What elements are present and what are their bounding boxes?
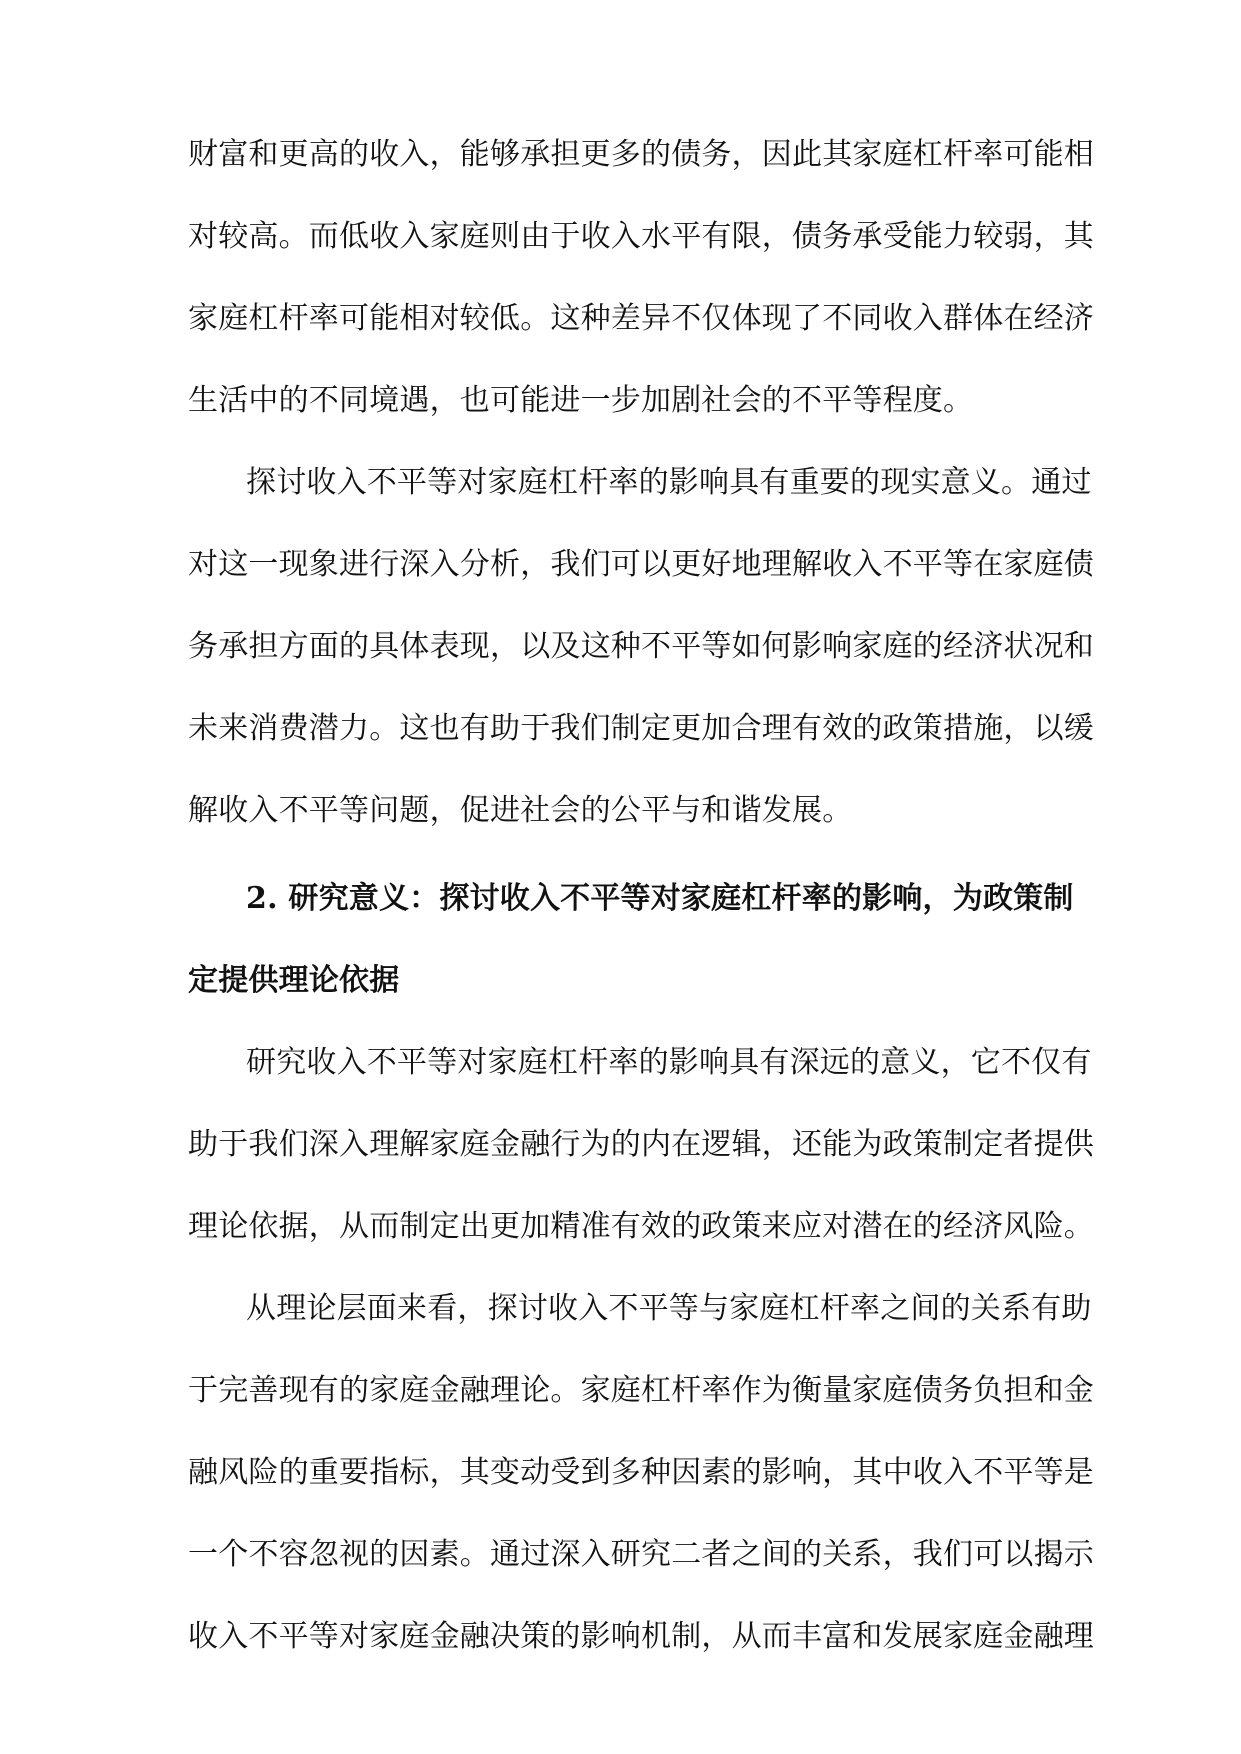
text-line: 一个不容忽视的因素。通过深入研究二者之间的关系，我们可以揭示 (188, 1537, 1094, 1572)
text-line: 生活中的不同境遇，也可能进一步加剧社会的不平等程度。 (188, 383, 974, 418)
text-line: 助于我们深入理解家庭金融行为的内在逻辑，还能为政策制定者提供 (188, 1127, 1094, 1162)
text-line: 理论依据，从而制定出更加精准有效的政策来应对潜在的经济风险。 (188, 1209, 1094, 1244)
text-line: 对较高。而低收入家庭则由于收入水平有限，债务承受能力较弱，其 (188, 219, 1094, 254)
text-line: 家庭杠杆率可能相对较低。这种差异不仅体现了不同收入群体在经济 (188, 301, 1094, 336)
section-heading-line: 2. 研究意义：探讨收入不平等对家庭杠杆率的影响，为政策制 (246, 881, 1074, 916)
text-line: 探讨收入不平等对家庭杠杆率的影响具有重要的现实意义。通过 (246, 465, 1092, 500)
text-line: 从理论层面来看，探讨收入不平等与家庭杠杆率之间的关系有助 (246, 1291, 1092, 1326)
text-line: 务承担方面的具体表现，以及这种不平等如何影响家庭的经济状况和 (188, 629, 1094, 664)
text-line: 对这一现象进行深入分析，我们可以更好地理解收入不平等在家庭债 (188, 547, 1094, 582)
text-line: 解收入不平等问题，促进社会的公平与和谐发展。 (188, 793, 853, 828)
section-heading-line: 定提供理论依据 (188, 963, 400, 998)
text-line: 未来消费潜力。这也有助于我们制定更加合理有效的政策措施，以缓 (188, 711, 1094, 746)
text-line: 研究收入不平等对家庭杠杆率的影响具有深远的意义，它不仅有 (246, 1045, 1092, 1080)
text-line: 财富和更高的收入，能够承担更多的债务，因此其家庭杠杆率可能相 (188, 137, 1094, 172)
text-line: 于完善现有的家庭金融理论。家庭杠杆率作为衡量家庭债务负担和金 (188, 1373, 1094, 1408)
text-line: 融风险的重要指标，其变动受到多种因素的影响，其中收入不平等是 (188, 1455, 1094, 1490)
text-line: 收入不平等对家庭金融决策的影响机制，从而丰富和发展家庭金融理 (188, 1619, 1094, 1654)
